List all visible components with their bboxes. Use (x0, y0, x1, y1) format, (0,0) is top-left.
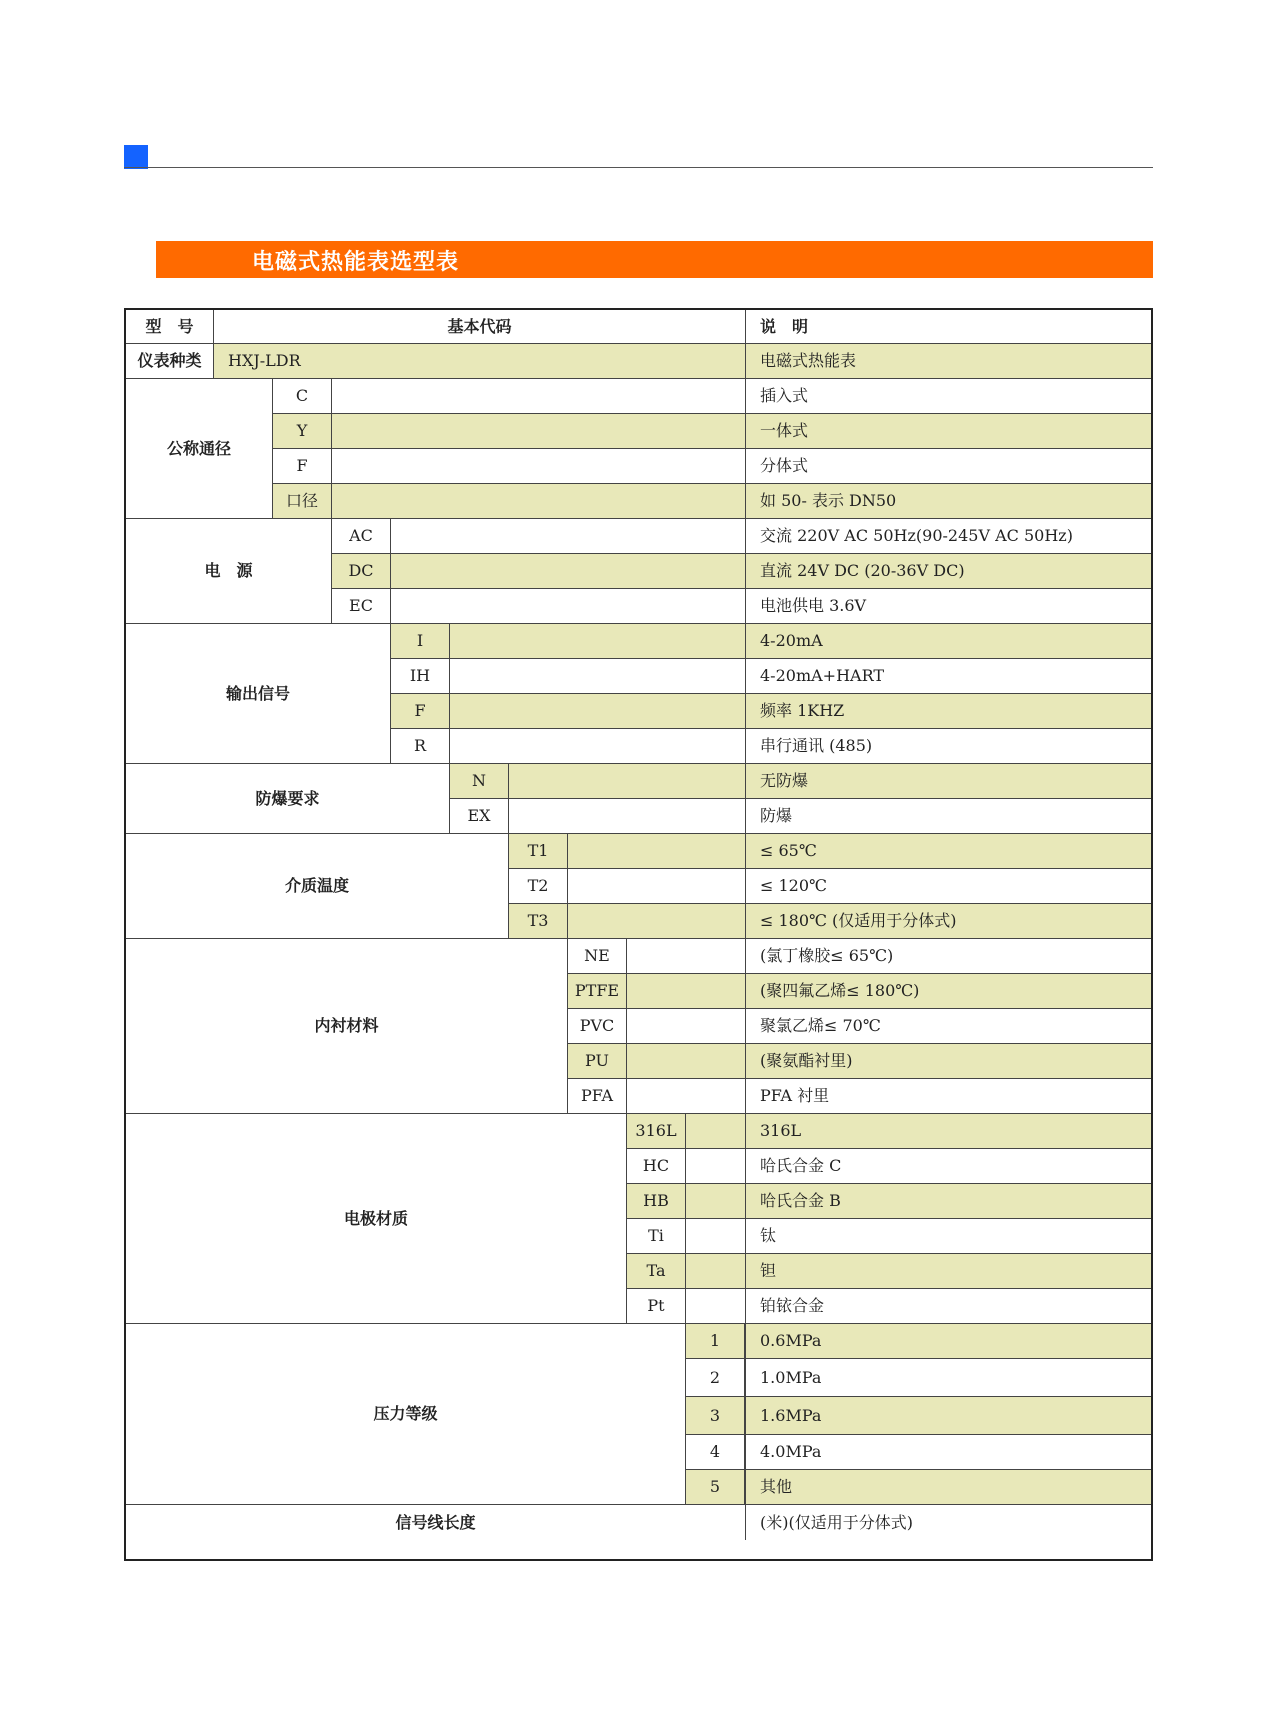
group-3-blank-1 (509, 799, 746, 834)
group-4-code-0: T1 (509, 834, 568, 869)
group-3-desc-1: 防爆 (746, 799, 1151, 834)
group-2-blank-1 (450, 659, 746, 694)
group-2-desc-3: 串行通讯 (485) (746, 729, 1151, 764)
group-7-code-4: 5 (686, 1470, 745, 1505)
header-square-marker (124, 145, 148, 169)
group-4-desc-1: ≤ 120℃ (746, 869, 1151, 904)
group-5-desc-2: 聚氯乙烯≤ 70℃ (746, 1009, 1151, 1044)
type-code: HXJ-LDR (214, 344, 746, 379)
group-6-code-2: HB (627, 1184, 686, 1219)
group-0-blank-1 (332, 414, 746, 449)
group-2-blank-3 (450, 729, 746, 764)
group-6-blank-4 (686, 1254, 746, 1289)
group-1-desc-0: 交流 220V AC 50Hz(90-245V AC 50Hz) (746, 519, 1151, 554)
group-label-0: 公称通径 (126, 379, 273, 519)
group-6-desc-4: 钽 (746, 1254, 1151, 1289)
group-7-code-3: 4 (686, 1435, 745, 1470)
group-0-blank-0 (332, 379, 746, 414)
group-0-blank-2 (332, 449, 746, 484)
group-6-desc-3: 钛 (746, 1219, 1151, 1254)
group-3-code-1: EX (450, 799, 509, 834)
group-6-desc-0: 316L (746, 1114, 1151, 1149)
group-0-blank-3 (332, 484, 746, 519)
group-1-code-1: DC (332, 554, 391, 589)
group-5-code-3: PU (568, 1044, 627, 1079)
group-7-desc-3: 4.0MPa (746, 1435, 1151, 1470)
title-banner (156, 241, 1153, 278)
group-1-code-2: EC (332, 589, 391, 624)
group-7-desc-2: 1.6MPa (746, 1397, 1151, 1435)
group-label-4: 介质温度 (126, 834, 509, 939)
group-2-code-1: IH (391, 659, 450, 694)
group-2-desc-0: 4-20mA (746, 624, 1151, 659)
group-0-code-3: 口径 (273, 484, 332, 519)
cable-length-label: 信号线长度 (126, 1505, 746, 1540)
group-2-blank-0 (450, 624, 746, 659)
group-4-blank-1 (568, 869, 746, 904)
group-6-code-0: 316L (627, 1114, 686, 1149)
group-5-desc-4: PFA 衬里 (746, 1079, 1151, 1114)
group-4-desc-0: ≤ 65℃ (746, 834, 1151, 869)
group-6-blank-0 (686, 1114, 746, 1149)
type-description: 电磁式热能表 (746, 344, 1151, 379)
group-5-blank-4 (627, 1079, 746, 1114)
group-4-blank-2 (568, 904, 746, 939)
group-7-desc-1: 1.0MPa (746, 1359, 1151, 1397)
group-5-code-4: PFA (568, 1079, 627, 1114)
group-0-code-1: Y (273, 414, 332, 449)
group-0-code-0: C (273, 379, 332, 414)
group-5-desc-3: (聚氨酯衬里) (746, 1044, 1151, 1079)
group-0-desc-2: 分体式 (746, 449, 1151, 484)
group-label-2: 输出信号 (126, 624, 391, 764)
group-1-desc-2: 电池供电 3.6V (746, 589, 1151, 624)
group-label-6: 电极材质 (126, 1114, 627, 1324)
group-5-code-1: PTFE (568, 974, 627, 1009)
group-7-code-1: 2 (686, 1359, 745, 1397)
group-7-code-2: 3 (686, 1397, 745, 1435)
group-6-desc-2: 哈氏合金 B (746, 1184, 1151, 1219)
group-label-7: 压力等级 (126, 1324, 686, 1505)
group-6-desc-1: 哈氏合金 C (746, 1149, 1151, 1184)
banner-title: 电磁式热能表选型表 (252, 250, 460, 275)
group-1-blank-2 (391, 589, 746, 624)
group-4-blank-0 (568, 834, 746, 869)
group-6-code-4: Ta (627, 1254, 686, 1289)
group-4-code-2: T3 (509, 904, 568, 939)
group-0-code-2: F (273, 449, 332, 484)
group-5-code-2: PVC (568, 1009, 627, 1044)
header-rule (124, 167, 1153, 168)
group-2-desc-1: 4-20mA+HART (746, 659, 1151, 694)
group-6-desc-5: 铂铱合金 (746, 1289, 1151, 1324)
group-6-code-1: HC (627, 1149, 686, 1184)
group-5-desc-0: (氯丁橡胶≤ 65℃) (746, 939, 1151, 974)
group-0-desc-0: 插入式 (746, 379, 1151, 414)
header-description: 说 明 (746, 310, 1151, 344)
group-4-code-1: T2 (509, 869, 568, 904)
group-7-desc-0: 0.6MPa (746, 1324, 1151, 1359)
group-3-desc-0: 无防爆 (746, 764, 1151, 799)
group-2-code-0: I (391, 624, 450, 659)
group-5-blank-2 (627, 1009, 746, 1044)
group-1-desc-1: 直流 24V DC (20-36V DC) (746, 554, 1151, 589)
group-7-code-0: 1 (686, 1324, 745, 1359)
group-6-blank-1 (686, 1149, 746, 1184)
group-1-blank-0 (391, 519, 746, 554)
group-2-code-2: F (391, 694, 450, 729)
group-label-5: 内衬材料 (126, 939, 568, 1114)
group-7-desc-4: 其他 (746, 1470, 1151, 1505)
selection-table (124, 308, 1153, 1561)
group-5-blank-0 (627, 939, 746, 974)
group-5-desc-1: (聚四氟乙烯≤ 180℃) (746, 974, 1151, 1009)
group-6-blank-3 (686, 1219, 746, 1254)
group-label-1: 电 源 (126, 519, 332, 624)
header-model: 型 号 (126, 310, 214, 344)
group-6-blank-5 (686, 1289, 746, 1324)
type-label: 仪表种类 (126, 344, 214, 379)
group-3-code-0: N (450, 764, 509, 799)
group-0-desc-3: 如 50- 表示 DN50 (746, 484, 1151, 519)
group-2-blank-2 (450, 694, 746, 729)
group-5-blank-1 (627, 974, 746, 1009)
group-5-blank-3 (627, 1044, 746, 1079)
group-2-code-3: R (391, 729, 450, 764)
header-base-code: 基本代码 (214, 310, 746, 344)
group-3-blank-0 (509, 764, 746, 799)
group-0-desc-1: 一体式 (746, 414, 1151, 449)
group-6-code-5: Pt (627, 1289, 686, 1324)
group-2-desc-2: 频率 1KHZ (746, 694, 1151, 729)
group-1-code-0: AC (332, 519, 391, 554)
group-label-3: 防爆要求 (126, 764, 450, 834)
group-1-blank-1 (391, 554, 746, 589)
group-6-blank-2 (686, 1184, 746, 1219)
group-4-desc-2: ≤ 180℃ (仅适用于分体式) (746, 904, 1151, 939)
group-5-code-0: NE (568, 939, 627, 974)
cable-length-desc: (米)(仅适用于分体式) (760, 1512, 913, 1532)
group-6-code-3: Ti (627, 1219, 686, 1254)
